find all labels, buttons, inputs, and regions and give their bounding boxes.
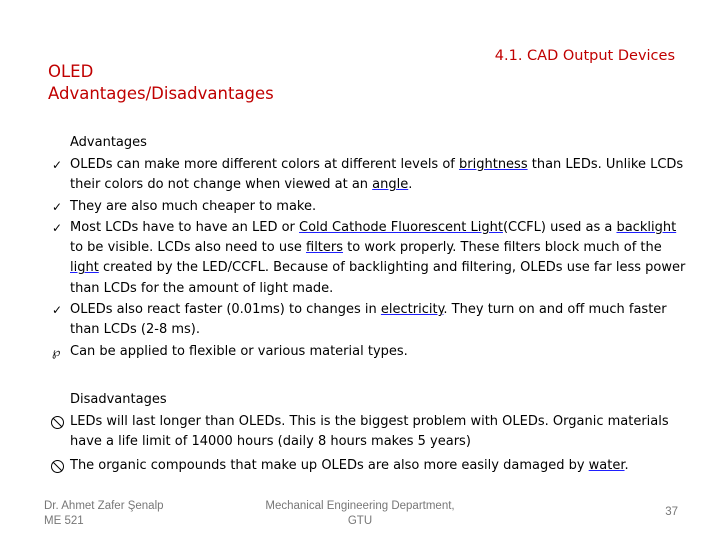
- item-text: to work properly. These filters block much of the: [343, 240, 662, 256]
- advantages-heading: Advantages: [70, 135, 147, 150]
- item-text: They are also much cheaper to make.: [70, 198, 317, 214]
- item-text: The organic compounds that make up OLEDs are also more easily damaged by: [70, 457, 589, 473]
- item-text: created by the LED/CCFL. Because of backlighting and filtering, OLEDs use far less power than LCDs for the amount of light made.: [70, 260, 686, 296]
- slide-title-line2: Advantages/Disadvantages: [48, 84, 274, 103]
- item-text: to be visible. LCDs also need to use: [70, 240, 306, 256]
- disadvantages-list: [48, 412, 688, 476]
- slide-title: [48, 61, 274, 105]
- inline-link[interactable]: electricity: [380, 302, 444, 318]
- no-sign-icon: [51, 460, 64, 473]
- footer-author: [44, 499, 164, 529]
- advantages-section: [48, 133, 688, 362]
- list-item: [48, 412, 688, 453]
- list-item: [48, 155, 688, 196]
- check-icon: ✓: [52, 303, 63, 318]
- list-item: [48, 197, 688, 217]
- page-number: 37: [665, 506, 678, 518]
- slide-title-line1: OLED: [48, 62, 94, 81]
- check-icon: ✓: [52, 158, 63, 172]
- footer-department-name: Mechanical Engineering Department,: [265, 500, 455, 512]
- disadvantages-heading: Disadvantages: [70, 392, 167, 407]
- item-text: OLEDs can make more different colors at different levels of: [70, 157, 460, 172]
- item-text: Most LCDs have to have an LED or: [70, 219, 300, 235]
- footer-course: ME 521: [44, 515, 84, 527]
- no-sign-icon: [51, 416, 64, 429]
- advantages-list: [48, 155, 688, 362]
- item-text: . They turn on and off much faster than LCDs (2-8 ms).: [70, 302, 667, 338]
- item-text: .: [624, 457, 629, 473]
- footer-department: [255, 499, 465, 529]
- list-item: [48, 342, 688, 362]
- check-icon: ✓: [52, 220, 63, 235]
- check-icon: ✓: [52, 199, 63, 214]
- inline-link[interactable]: angle: [372, 177, 409, 193]
- inline-link[interactable]: water: [588, 457, 625, 473]
- list-item: [48, 300, 688, 341]
- inline-link[interactable]: light: [70, 260, 99, 276]
- inline-link[interactable]: Cold Cathode Fluorescent Light: [299, 219, 503, 235]
- item-text: .: [408, 177, 413, 193]
- section-title: 4.1. CAD Output Devices: [494, 48, 675, 64]
- list-item: [48, 456, 688, 476]
- disadvantages-section: [48, 390, 688, 476]
- item-text: LEDs will last longer than OLEDs. This is the biggest problem with OLEDs. Organic materials have a life limit of 14000 hours (daily 8 hours makes 5 years): [70, 414, 669, 450]
- footer-university: GTU: [347, 515, 373, 527]
- footer-author-name: Dr. Ahmet Zafer Şenalp: [44, 500, 164, 512]
- pointer-icon: ℘: [52, 344, 61, 359]
- item-text: than LEDs. Unlike LCDs their colors do not change when viewed at an: [70, 157, 684, 193]
- inline-link[interactable]: brightness: [459, 157, 528, 172]
- inline-link[interactable]: backlight: [616, 219, 677, 235]
- inline-link[interactable]: filters: [306, 240, 344, 256]
- list-item: [48, 218, 688, 299]
- item-text: OLEDs also react faster (0.01ms) to changes in: [70, 302, 381, 318]
- item-text: (CCFL) used as a: [502, 219, 617, 235]
- item-text: Can be applied to flexible or various material types.: [70, 343, 408, 359]
